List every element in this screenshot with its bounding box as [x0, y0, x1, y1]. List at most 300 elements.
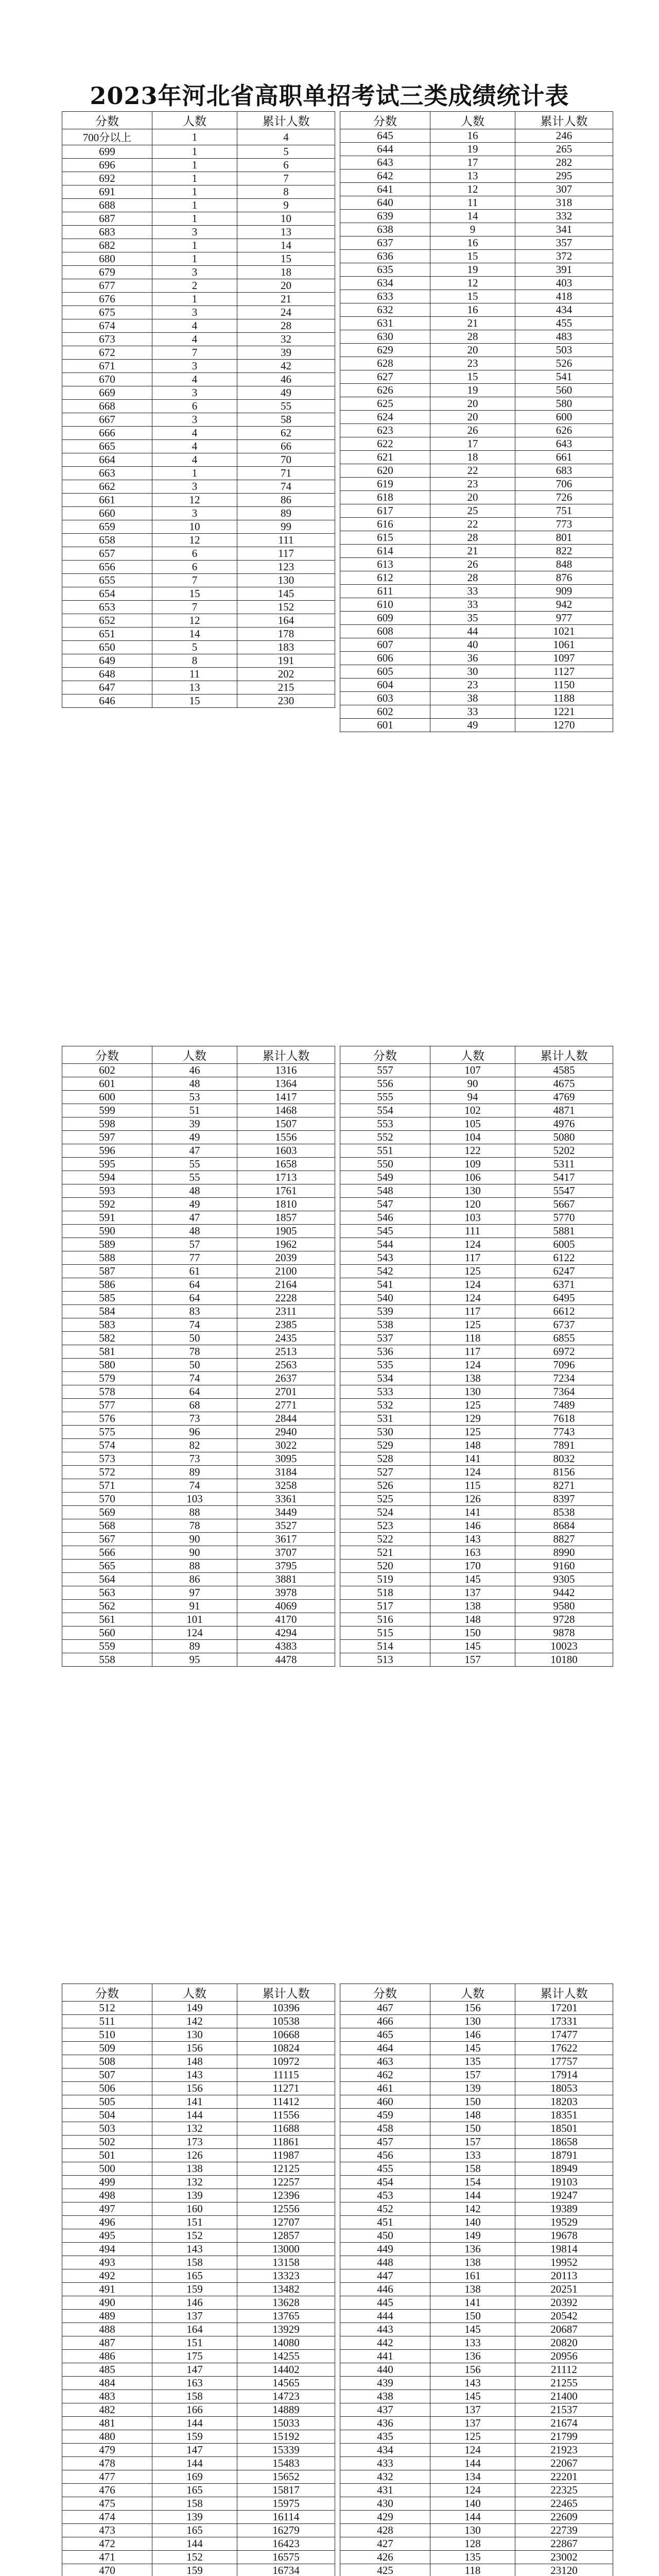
cumulative-cell: 99	[237, 520, 335, 534]
score-cell: 639	[340, 210, 430, 223]
score-cell: 632	[340, 303, 430, 317]
score-cell: 535	[340, 1359, 430, 1372]
count-cell: 48	[152, 1184, 237, 1198]
cumulative-cell: 202	[237, 668, 335, 681]
count-cell: 134	[430, 2470, 515, 2484]
table-row	[340, 1251, 613, 1265]
count-cell: 141	[430, 1506, 515, 1519]
table-row	[340, 2055, 613, 2069]
score-cell: 448	[340, 2256, 430, 2269]
score-table-4	[340, 1046, 613, 1667]
header-count: 人数	[430, 1984, 515, 2002]
count-cell: 48	[152, 1077, 237, 1091]
cumulative-cell: 20542	[515, 2310, 613, 2323]
score-cell: 506	[62, 2082, 152, 2095]
cumulative-cell: 14565	[237, 2377, 335, 2390]
table-row	[62, 346, 335, 360]
count-cell: 64	[152, 1292, 237, 1305]
count-cell: 159	[152, 2283, 237, 2296]
table-row	[340, 290, 613, 303]
score-cell: 500	[62, 2162, 152, 2176]
table-row	[62, 400, 335, 413]
header-cumulative: 累计人数	[515, 112, 613, 129]
cumulative-cell: 1905	[237, 1225, 335, 1238]
table-row	[340, 2109, 613, 2122]
score-cell: 467	[340, 2002, 430, 2015]
cumulative-cell: 20392	[515, 2296, 613, 2310]
cumulative-cell: 46	[237, 373, 335, 386]
cumulative-cell: 332	[515, 210, 613, 223]
cumulative-cell: 4069	[237, 1600, 335, 1613]
table-row	[62, 1479, 335, 1493]
count-cell: 164	[152, 2323, 237, 2336]
count-cell: 144	[152, 2109, 237, 2122]
count-cell: 40	[430, 638, 515, 652]
cumulative-cell: 22201	[515, 2470, 613, 2484]
count-cell: 12	[152, 614, 237, 628]
cumulative-cell: 4585	[515, 1064, 613, 1077]
count-cell: 151	[152, 2216, 237, 2229]
table-row	[340, 491, 613, 504]
score-cell: 655	[62, 574, 152, 587]
count-cell: 158	[430, 2162, 515, 2176]
cumulative-cell: 391	[515, 263, 613, 277]
cumulative-cell: 434	[515, 303, 613, 317]
table-row	[340, 1144, 613, 1158]
cumulative-cell: 341	[515, 223, 613, 236]
table-row	[340, 1613, 613, 1626]
table-row	[340, 1385, 613, 1399]
cumulative-cell: 5667	[515, 1198, 613, 1211]
score-cell: 623	[340, 424, 430, 437]
score-cell: 579	[62, 1372, 152, 1385]
count-cell: 120	[430, 1198, 515, 1211]
count-cell: 147	[152, 2363, 237, 2377]
count-cell: 4	[152, 333, 237, 346]
cumulative-cell: 22739	[515, 2524, 613, 2537]
count-cell: 115	[430, 1479, 515, 1493]
count-cell: 26	[430, 424, 515, 437]
table-row	[340, 236, 613, 250]
header-score: 分数	[62, 112, 152, 129]
cumulative-cell: 19678	[515, 2229, 613, 2243]
cumulative-cell: 15033	[237, 2417, 335, 2430]
cumulative-cell: 265	[515, 143, 613, 156]
score-cell: 688	[62, 199, 152, 212]
table-row	[340, 210, 613, 223]
count-cell: 22	[430, 518, 515, 531]
cumulative-cell: 12857	[237, 2229, 335, 2243]
header-cumulative: 累计人数	[237, 112, 335, 129]
table-row	[62, 2484, 335, 2497]
cumulative-cell: 1857	[237, 1211, 335, 1225]
cumulative-cell: 20956	[515, 2350, 613, 2363]
cumulative-cell: 14255	[237, 2350, 335, 2363]
table-row	[340, 504, 613, 518]
count-cell: 143	[430, 1533, 515, 1546]
score-cell: 497	[62, 2202, 152, 2216]
cumulative-cell: 1021	[515, 625, 613, 638]
table-row	[340, 2511, 613, 2524]
table-row	[62, 293, 335, 306]
count-cell: 39	[152, 1117, 237, 1131]
table-row	[62, 453, 335, 467]
cumulative-cell: 876	[515, 571, 613, 585]
table-row	[62, 1292, 335, 1305]
count-cell: 89	[152, 1466, 237, 1479]
table-row	[62, 1573, 335, 1586]
table-row	[62, 1144, 335, 1158]
count-cell: 78	[152, 1345, 237, 1359]
table-row	[62, 1359, 335, 1372]
cumulative-cell: 3258	[237, 1479, 335, 1493]
table-row	[340, 1372, 613, 1385]
table-row	[340, 370, 613, 384]
score-cell: 485	[62, 2363, 152, 2377]
count-cell: 161	[430, 2269, 515, 2283]
score-cell: 434	[340, 2444, 430, 2457]
count-cell: 124	[430, 1278, 515, 1292]
cumulative-cell: 12396	[237, 2189, 335, 2202]
score-cell: 634	[340, 277, 430, 290]
score-cell: 488	[62, 2323, 152, 2336]
cumulative-cell: 15975	[237, 2497, 335, 2511]
score-cell: 575	[62, 1426, 152, 1439]
count-cell: 165	[152, 2524, 237, 2537]
cumulative-cell: 2637	[237, 1372, 335, 1385]
cumulative-cell: 4170	[237, 1613, 335, 1626]
count-cell: 132	[152, 2122, 237, 2136]
cumulative-cell: 10668	[237, 2028, 335, 2042]
header-count: 人数	[152, 112, 237, 129]
count-cell: 94	[430, 1091, 515, 1104]
count-cell: 18	[430, 451, 515, 464]
table-row	[340, 263, 613, 277]
score-cell: 508	[62, 2055, 152, 2069]
count-cell: 47	[152, 1144, 237, 1158]
score-cell: 532	[340, 1399, 430, 1412]
count-cell: 130	[430, 1385, 515, 1399]
score-cell: 696	[62, 159, 152, 172]
score-cell: 507	[62, 2069, 152, 2082]
cumulative-cell: 3449	[237, 1506, 335, 1519]
score-cell: 612	[340, 571, 430, 585]
cumulative-cell: 318	[515, 196, 613, 210]
count-cell: 7	[152, 601, 237, 614]
count-cell: 88	[152, 1560, 237, 1573]
cumulative-cell: 23120	[515, 2564, 613, 2576]
count-cell: 90	[152, 1533, 237, 1546]
cumulative-cell: 22325	[515, 2484, 613, 2497]
score-cell: 642	[340, 170, 430, 183]
table-row	[62, 1171, 335, 1184]
cumulative-cell: 20	[237, 279, 335, 293]
count-cell: 125	[430, 1399, 515, 1412]
table-row	[62, 467, 335, 480]
score-cell: 588	[62, 1251, 152, 1265]
score-cell: 528	[340, 1452, 430, 1466]
count-cell: 19	[430, 263, 515, 277]
score-cell: 503	[62, 2122, 152, 2136]
score-cell: 538	[340, 1318, 430, 1332]
table-row	[340, 397, 613, 411]
score-cell: 431	[340, 2484, 430, 2497]
score-cell: 558	[62, 1653, 152, 1667]
score-cell: 631	[340, 317, 430, 330]
table-row	[340, 156, 613, 170]
cumulative-cell: 12257	[237, 2176, 335, 2189]
table-row	[340, 545, 613, 558]
table-header-row	[62, 1046, 335, 1064]
score-cell: 496	[62, 2216, 152, 2229]
table-row	[340, 1519, 613, 1533]
score-cell: 607	[340, 638, 430, 652]
cumulative-cell: 580	[515, 397, 613, 411]
table-row	[340, 1452, 613, 1466]
table-row	[340, 2336, 613, 2350]
score-cell: 568	[62, 1519, 152, 1533]
cumulative-cell: 13000	[237, 2243, 335, 2256]
cumulative-cell: 15192	[237, 2430, 335, 2444]
count-cell: 61	[152, 1265, 237, 1278]
count-cell: 19	[430, 384, 515, 397]
cumulative-cell: 19814	[515, 2243, 613, 2256]
score-cell: 527	[340, 1466, 430, 1479]
score-cell: 530	[340, 1426, 430, 1439]
table-row	[62, 1653, 335, 1667]
cumulative-cell: 14402	[237, 2363, 335, 2377]
table-row	[62, 2457, 335, 2470]
table-row	[62, 199, 335, 212]
cumulative-cell: 8	[237, 185, 335, 199]
cumulative-cell: 909	[515, 585, 613, 598]
table-row	[62, 2229, 335, 2243]
cumulative-cell: 2435	[237, 1332, 335, 1345]
count-cell: 49	[152, 1198, 237, 1211]
score-cell: 430	[340, 2497, 430, 2511]
score-cell: 526	[340, 1479, 430, 1493]
count-cell: 140	[430, 2497, 515, 2511]
table-row	[340, 585, 613, 598]
score-cell: 463	[340, 2055, 430, 2069]
cumulative-cell: 1962	[237, 1238, 335, 1251]
cumulative-cell: 16575	[237, 2551, 335, 2564]
score-cell: 638	[340, 223, 430, 236]
count-cell: 1	[152, 129, 237, 145]
cumulative-cell: 49	[237, 386, 335, 400]
cumulative-cell: 848	[515, 558, 613, 571]
count-cell: 122	[430, 1144, 515, 1158]
count-cell: 124	[152, 1626, 237, 1640]
score-cell: 493	[62, 2256, 152, 2269]
cumulative-cell: 15817	[237, 2484, 335, 2497]
cumulative-cell: 21112	[515, 2363, 613, 2377]
count-cell: 148	[430, 2109, 515, 2122]
count-cell: 12	[152, 494, 237, 507]
count-cell: 111	[430, 1225, 515, 1238]
count-cell: 6	[152, 561, 237, 574]
score-cell: 672	[62, 346, 152, 360]
table-row	[340, 1439, 613, 1452]
score-cell: 461	[340, 2082, 430, 2095]
cumulative-cell: 282	[515, 156, 613, 170]
count-cell: 152	[152, 2551, 237, 2564]
score-cell: 502	[62, 2136, 152, 2149]
count-cell: 16	[430, 303, 515, 317]
score-cell: 433	[340, 2457, 430, 2470]
count-cell: 96	[152, 1426, 237, 1439]
score-cell: 501	[62, 2149, 152, 2162]
score-cell: 675	[62, 306, 152, 319]
cumulative-cell: 18053	[515, 2082, 613, 2095]
count-cell: 156	[152, 2082, 237, 2095]
table-row	[62, 1064, 335, 1077]
count-cell: 14	[152, 628, 237, 641]
score-cell: 610	[340, 598, 430, 612]
score-cell: 573	[62, 1452, 152, 1466]
cumulative-cell: 4769	[515, 1091, 613, 1104]
table-row	[340, 1211, 613, 1225]
table-row	[340, 303, 613, 317]
count-cell: 138	[430, 1600, 515, 1613]
count-cell: 124	[430, 1359, 515, 1372]
score-cell: 455	[340, 2162, 430, 2176]
table-row	[62, 1493, 335, 1506]
table-row	[340, 2350, 613, 2363]
score-cell: 600	[62, 1091, 152, 1104]
count-cell: 74	[152, 1372, 237, 1385]
count-cell: 12	[152, 534, 237, 547]
cumulative-cell: 942	[515, 598, 613, 612]
score-cell: 653	[62, 601, 152, 614]
score-cell: 549	[340, 1171, 430, 1184]
cumulative-cell: 455	[515, 317, 613, 330]
count-cell: 3	[152, 480, 237, 494]
table-row	[62, 2122, 335, 2136]
score-cell: 598	[62, 1117, 152, 1131]
score-cell: 439	[340, 2377, 430, 2390]
score-cell: 454	[340, 2176, 430, 2189]
cumulative-cell: 1507	[237, 1117, 335, 1131]
score-cell: 504	[62, 2109, 152, 2122]
table-row	[340, 518, 613, 531]
cumulative-cell: 2771	[237, 1399, 335, 1412]
table-row	[340, 2564, 613, 2576]
table-row	[62, 2042, 335, 2055]
count-cell: 158	[152, 2390, 237, 2403]
count-cell: 145	[430, 1573, 515, 1586]
count-cell: 1	[152, 293, 237, 306]
table-row	[62, 507, 335, 520]
score-cell: 512	[62, 2002, 152, 2015]
score-cell: 459	[340, 2109, 430, 2122]
count-cell: 57	[152, 1238, 237, 1251]
cumulative-cell: 16423	[237, 2537, 335, 2551]
count-cell: 103	[152, 1493, 237, 1506]
score-table-5	[62, 1984, 335, 2576]
page-title: 2023年河北省高职单招考试三类成绩统计表	[90, 82, 569, 110]
score-cell: 669	[62, 386, 152, 400]
score-cell: 429	[340, 2511, 430, 2524]
table-row	[340, 2323, 613, 2336]
score-cell: 692	[62, 172, 152, 185]
score-cell: 438	[340, 2390, 430, 2403]
score-cell: 622	[340, 437, 430, 451]
table-row	[340, 2444, 613, 2457]
score-cell: 582	[62, 1332, 152, 1345]
score-cell: 574	[62, 1439, 152, 1452]
score-cell: 629	[340, 344, 430, 357]
table-row	[62, 2470, 335, 2484]
count-cell: 165	[152, 2269, 237, 2283]
count-cell: 125	[430, 1265, 515, 1278]
score-cell: 627	[340, 370, 430, 384]
table-row	[62, 172, 335, 185]
count-cell: 20	[430, 411, 515, 424]
score-cell: 624	[340, 411, 430, 424]
table-row	[340, 1104, 613, 1117]
count-cell: 133	[430, 2336, 515, 2350]
count-cell: 8	[152, 654, 237, 668]
score-cell: 451	[340, 2216, 430, 2229]
score-cell: 617	[340, 504, 430, 518]
count-cell: 158	[152, 2497, 237, 2511]
count-cell: 48	[152, 1225, 237, 1238]
cumulative-cell: 2844	[237, 1412, 335, 1426]
cumulative-cell: 1188	[515, 692, 613, 705]
score-cell: 536	[340, 1345, 430, 1359]
count-cell: 11	[430, 196, 515, 210]
count-cell: 77	[152, 1251, 237, 1265]
count-cell: 163	[430, 1546, 515, 1560]
count-cell: 47	[152, 1211, 237, 1225]
cumulative-cell: 8538	[515, 1506, 613, 1519]
table-row	[340, 1412, 613, 1426]
table-header-row	[340, 1984, 613, 2002]
count-cell: 117	[430, 1345, 515, 1359]
table-row	[340, 2042, 613, 2055]
score-cell: 567	[62, 1533, 152, 1546]
score-cell: 637	[340, 236, 430, 250]
table-row	[62, 654, 335, 668]
score-cell: 490	[62, 2296, 152, 2310]
count-cell: 20	[430, 397, 515, 411]
cumulative-cell: 5	[237, 145, 335, 159]
cumulative-cell: 526	[515, 357, 613, 370]
count-cell: 135	[430, 2055, 515, 2069]
score-cell: 524	[340, 1506, 430, 1519]
cumulative-cell: 17622	[515, 2042, 613, 2055]
cumulative-cell: 9878	[515, 1626, 613, 1640]
table-row	[340, 2283, 613, 2296]
cumulative-cell: 6495	[515, 1292, 613, 1305]
score-cell: 499	[62, 2176, 152, 2189]
score-cell: 481	[62, 2417, 152, 2430]
count-cell: 165	[152, 2484, 237, 2497]
cumulative-cell: 20820	[515, 2336, 613, 2350]
score-cell: 645	[340, 129, 430, 143]
table-row	[62, 2537, 335, 2551]
cumulative-cell: 2039	[237, 1251, 335, 1265]
table-row	[62, 1117, 335, 1131]
count-cell: 55	[152, 1158, 237, 1171]
table-row	[62, 1104, 335, 1117]
cumulative-cell: 751	[515, 504, 613, 518]
table-row	[340, 1225, 613, 1238]
count-cell: 124	[430, 1466, 515, 1479]
cumulative-cell: 11271	[237, 2082, 335, 2095]
table-row	[340, 1158, 613, 1171]
